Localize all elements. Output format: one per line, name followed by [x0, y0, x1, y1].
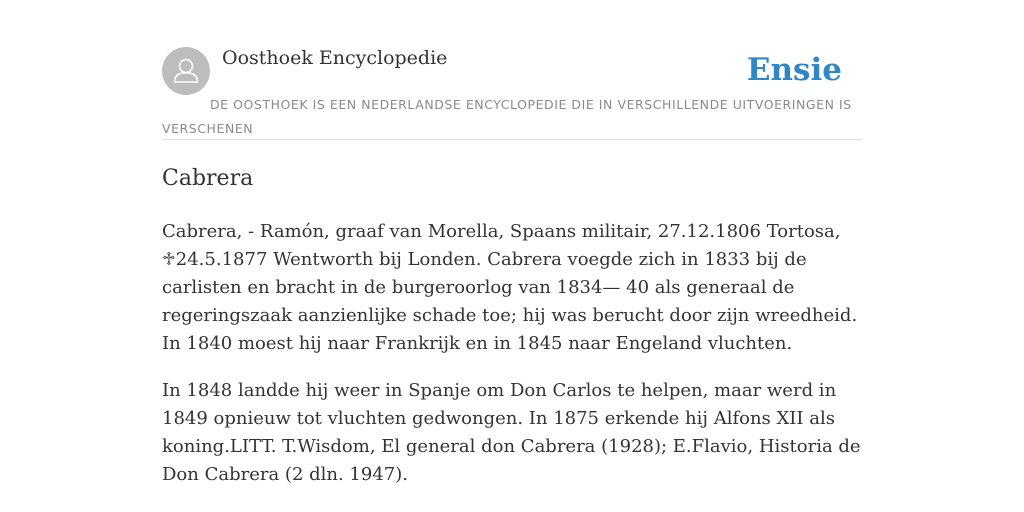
article-paragraph: Cabrera, - Ramón, graaf van Morella, Spaans militair, 27.12.1806 Tortosa, ♱24.5.1877 Wentworth bij Londen. Cabrera voegde zich in 1833 bij de carlisten en bracht in de burgeroorlog van 1834— 40 als generaal de regeringszaak aanzienlijke schade toe; hij was berucht door zijn wreedheid. In 1840 moest hij naar Frankrijk en in 1845 naar Engeland vluchten. — [162, 221, 858, 354]
article-title: Cabrera — [162, 166, 254, 191]
article-paragraph: In 1848 landde hij weer in Spanje om Don Carlos te helpen, maar werd in 1849 opnieuw tot vluchten gedwongen. In 1875 erkende hij Alfons XII als koning.LITT. T.Wisdom, El general don Cabrera (1928); E.Flavio, Historia de Don Cabrera (2 dln. 1947). — [162, 380, 861, 485]
site-header — [162, 44, 862, 140]
page-container — [162, 44, 862, 489]
ensie-logo[interactable]: Ensie — [746, 52, 842, 88]
site-tagline: DE OOSTHOEK IS EEN NEDERLANDSE ENCYCLOPEDIE DIE IN VERSCHILLENDE UITVOERINGEN IS VERSCHENEN — [162, 97, 852, 136]
user-icon[interactable] — [162, 47, 210, 95]
article — [162, 164, 862, 489]
site-name[interactable]: Oosthoek Encyclopedie — [222, 47, 448, 69]
